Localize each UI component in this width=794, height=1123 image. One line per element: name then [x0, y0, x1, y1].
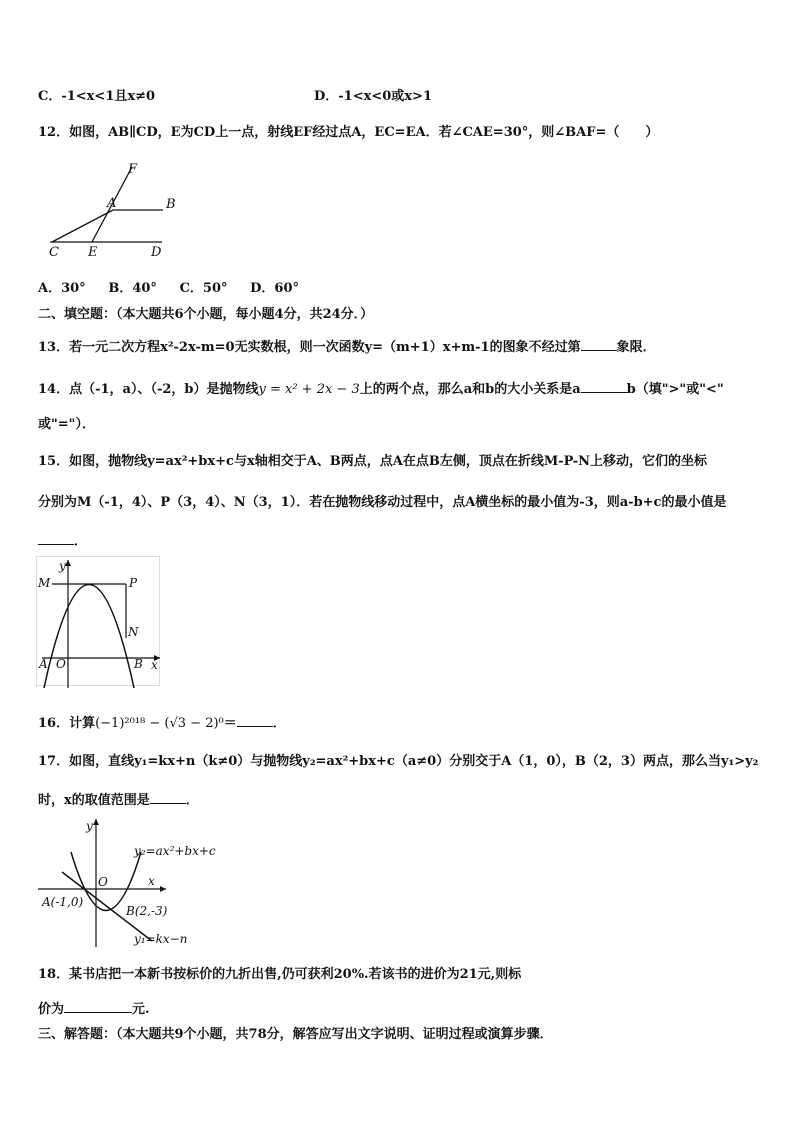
q17-blank[interactable]	[150, 791, 186, 804]
q12-label-e: E	[88, 245, 98, 260]
q15-label-a: A	[39, 657, 48, 671]
q17-line1: 17．如图，直线y₁=kx+n（k≠0）与抛物线y₂=ax²+bx+c（a≠0）分别交于A（1，0），B（2，3）两点，那么当y₁>y₂	[38, 754, 759, 769]
q16-text-a: 16．计算	[38, 716, 96, 731]
q15-blank[interactable]	[38, 532, 74, 545]
q14-blank[interactable]	[581, 380, 627, 393]
q15-label-b: B	[134, 657, 143, 671]
section-3-heading: 三、解答题：（本大题共9个小题，共78分，解答应写出文字说明、证明过程或演算步骤．	[38, 1027, 553, 1042]
q17-label-o: O	[98, 875, 108, 889]
q17-label-a: A(-1,0)	[42, 895, 84, 909]
q12-stem: 12．如图，AB∥CD，E为CD上一点，射线EF经过点A，EC=EA．若∠CAE=30°，则∠BAF=（ ）	[38, 125, 659, 140]
q12-choice-b: B．40°	[108, 281, 157, 296]
q12-label-b: B	[166, 197, 176, 212]
q14-text-c: b（填">"或"<"	[626, 382, 724, 397]
q17-text-a: 时，x的取值范围是	[38, 793, 150, 808]
q13-text-a: 13．若一元二次方程x²-2x-m=0无实数根，则一次函数y=（m+1）x+m-1的图象不经过第	[38, 340, 581, 355]
q15-end: ．	[74, 534, 88, 549]
q15-line1: 15．如图，抛物线y=ax²+bx+c与x轴相交于A、B两点，点A在点B左侧，顶点在折线M-P-N上移动，它们的坐标	[38, 454, 707, 469]
q15-label-o: O	[56, 657, 66, 671]
q15-label-y: y	[59, 559, 66, 573]
q18-blank[interactable]	[64, 1000, 132, 1013]
q15-line2: 分别为M（-1，4）、P（3，4）、N（3，1）．若在抛物线移动过程中，点A横坐标的最小值为-3，则a-b+c的最小值是	[38, 495, 727, 510]
q11-option-c: C．-1<x<1且x≠0	[38, 89, 156, 104]
q12-choice-a: A．30°	[38, 281, 86, 296]
q14-equation: y = x² + 2x − 3	[258, 382, 360, 397]
q17-label-y2: y₂=ax²+bx+c	[134, 844, 216, 858]
q17-label-b: B(2,-3)	[126, 904, 168, 918]
q17-figure	[36, 815, 256, 955]
q17-label-y1: y₁=kx−n	[134, 932, 188, 946]
q16-text-b: ＝	[223, 716, 237, 731]
q14-line2: 或"="）．	[38, 417, 95, 432]
q15-line3	[38, 532, 87, 551]
q15-figure	[36, 556, 166, 691]
q12-label-d: D	[151, 245, 162, 260]
q16-blank[interactable]	[237, 714, 273, 727]
q12-label-f: F	[128, 162, 138, 177]
q12-label-c: C	[49, 245, 59, 260]
q18-text-a: 价为	[38, 1002, 65, 1017]
q13-blank[interactable]	[581, 338, 617, 351]
q18-line1: 18．某书店把一本新书按标价的九折出售,仍可获利20%.若该书的进价为21元,则标	[38, 967, 522, 982]
q15-label-m: M	[38, 576, 51, 590]
q12-choice-c: C．50°	[179, 281, 228, 296]
q15-label-n: N	[128, 625, 139, 639]
section-2-heading: 二、填空题：（本大题共6个小题，每小题4分，共24分．）	[38, 307, 374, 322]
q13-text-b: 象限．	[616, 340, 656, 355]
q18-text-b: 元.	[132, 1002, 150, 1017]
q15-label-p: P	[129, 576, 138, 590]
q16	[38, 714, 286, 733]
q12-choice-d: D．60°	[250, 281, 300, 296]
q12-figure	[40, 155, 190, 265]
q17-label-x: x	[148, 874, 155, 888]
q16-expression: (−1)²⁰¹⁸ − (√3 − 2)⁰	[95, 716, 224, 731]
q14-text-a: 14．点（-1，a）、（-2，b）是抛物线	[38, 382, 259, 397]
q17-line2	[38, 791, 199, 810]
q13	[38, 338, 656, 357]
q15-label-x: x	[151, 658, 158, 672]
q11-option-d: D．-1<x<0或x>1	[314, 89, 432, 104]
q17-text-b: ．	[185, 793, 199, 808]
q18-line2	[38, 1000, 150, 1019]
q12-label-a: A	[107, 196, 117, 211]
q17-label-y: y	[86, 819, 93, 833]
q14-text-b: 上的两个点，那么a和b的大小关系是a	[359, 382, 581, 397]
q14-line1	[38, 380, 724, 399]
q16-text-c: ．	[272, 716, 286, 731]
q12-choices	[38, 280, 299, 298]
